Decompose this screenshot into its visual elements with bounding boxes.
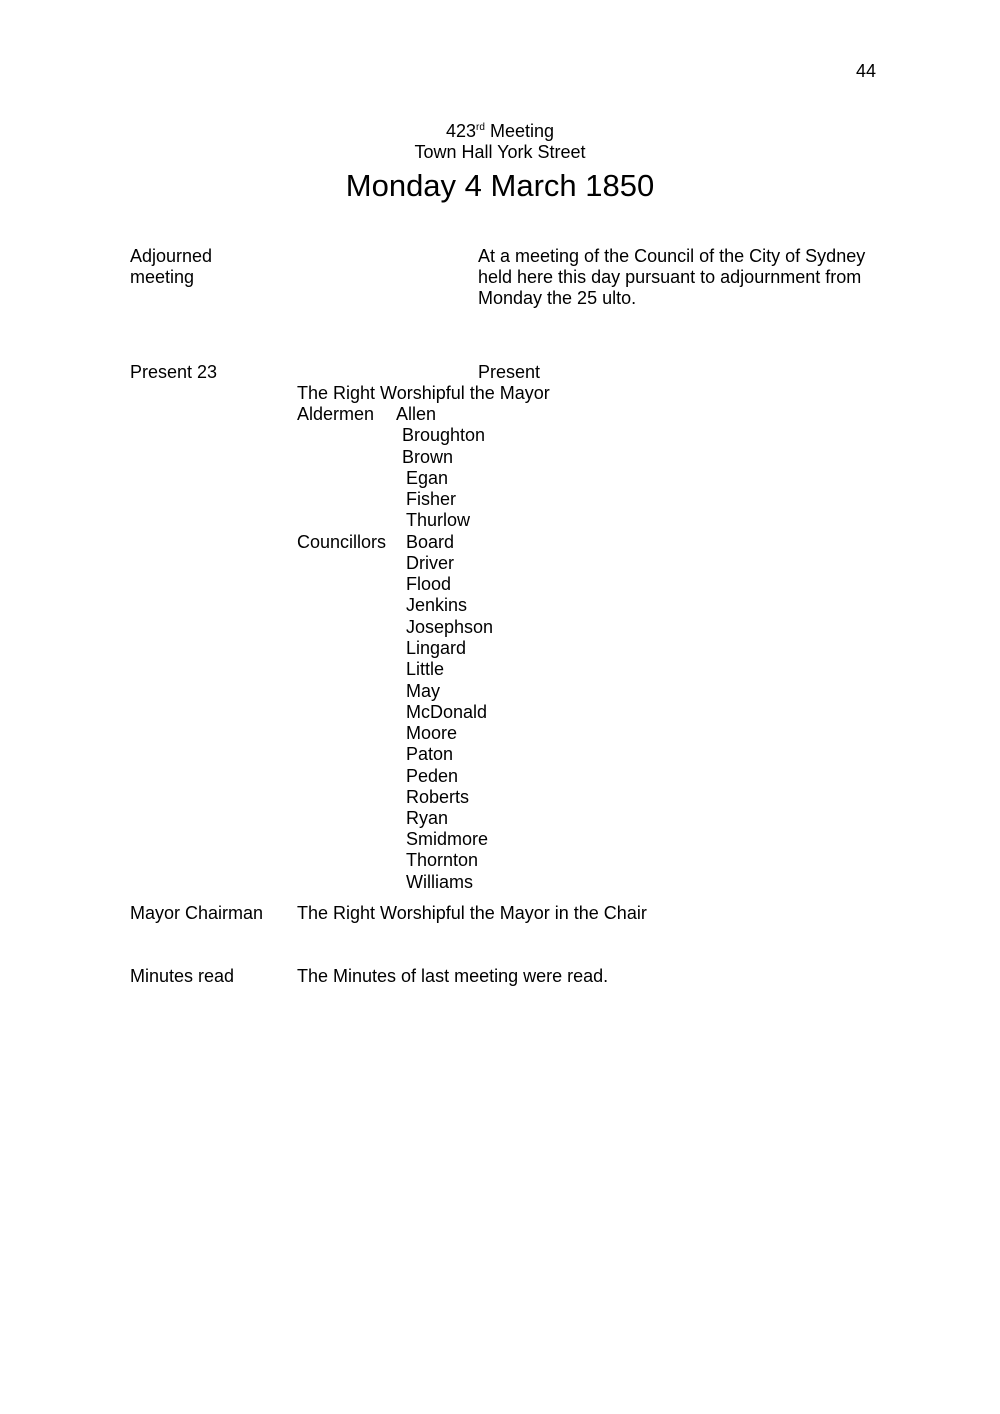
councillor-name: Roberts — [406, 787, 470, 807]
adjourned-paragraph-line-2: held here this day pursuant to adjournment from — [478, 267, 862, 287]
page-title: Monday 4 March 1850 — [345, 168, 655, 203]
meeting-location: Town Hall York Street — [414, 142, 586, 162]
margin-note-minutes-read: Minutes read — [130, 966, 235, 986]
aldermen-label: Aldermen — [297, 404, 375, 424]
councillor-name: Lingard — [406, 638, 467, 658]
mayor-line: The Right Worshipful the Mayor — [297, 383, 550, 403]
chairman-text: The Right Worshipful the Mayor in the Chair — [297, 903, 647, 923]
present-heading: Present — [478, 362, 541, 382]
councillor-name: Smidmore — [406, 829, 489, 849]
councillor-name: Josephson — [406, 617, 494, 637]
councillor-name: Driver — [406, 553, 454, 573]
alderman-name: Fisher — [406, 489, 457, 509]
councillor-name: Board — [406, 532, 455, 552]
councillor-name: McDonald — [406, 702, 488, 722]
alderman-name: Egan — [406, 468, 449, 488]
meeting-number-line — [0, 121, 1000, 142]
councillor-name: Peden — [406, 766, 459, 786]
councillor-name: Moore — [406, 723, 458, 743]
councillor-name: Thornton — [406, 850, 479, 870]
councillors-label: Councillors — [297, 532, 387, 552]
page-number: 44 — [856, 61, 877, 81]
margin-note-mayor-chairman: Mayor Chairman — [130, 903, 264, 923]
meeting-number: 423 — [446, 121, 477, 141]
margin-note-adjourned-line-2: meeting — [130, 267, 195, 287]
councillor-name: Jenkins — [406, 595, 468, 615]
alderman-name: Brown — [402, 447, 454, 467]
meeting-header — [0, 121, 1000, 204]
councillor-name: Paton — [406, 744, 454, 764]
councillor-name: Little — [406, 659, 445, 679]
adjourned-paragraph-line-3: Monday the 25 ulto. — [478, 288, 637, 308]
minutes-text: The Minutes of last meeting were read. — [297, 966, 609, 986]
councillor-name: Flood — [406, 574, 452, 594]
meeting-ordinal: rd — [476, 122, 485, 133]
alderman-name: Allen — [396, 404, 437, 424]
adjourned-paragraph-line-1: At a meeting of the Council of the City of Sydney — [478, 246, 866, 266]
alderman-name: Broughton — [402, 425, 486, 445]
margin-note-adjourned-line-1: Adjourned — [130, 246, 213, 266]
alderman-name: Thurlow — [406, 510, 471, 530]
councillor-name: Ryan — [406, 808, 449, 828]
councillor-name: Williams — [406, 872, 473, 892]
meeting-word: Meeting — [484, 121, 554, 141]
margin-note-present: Present 23 — [130, 362, 218, 382]
councillor-name: May — [406, 681, 441, 701]
